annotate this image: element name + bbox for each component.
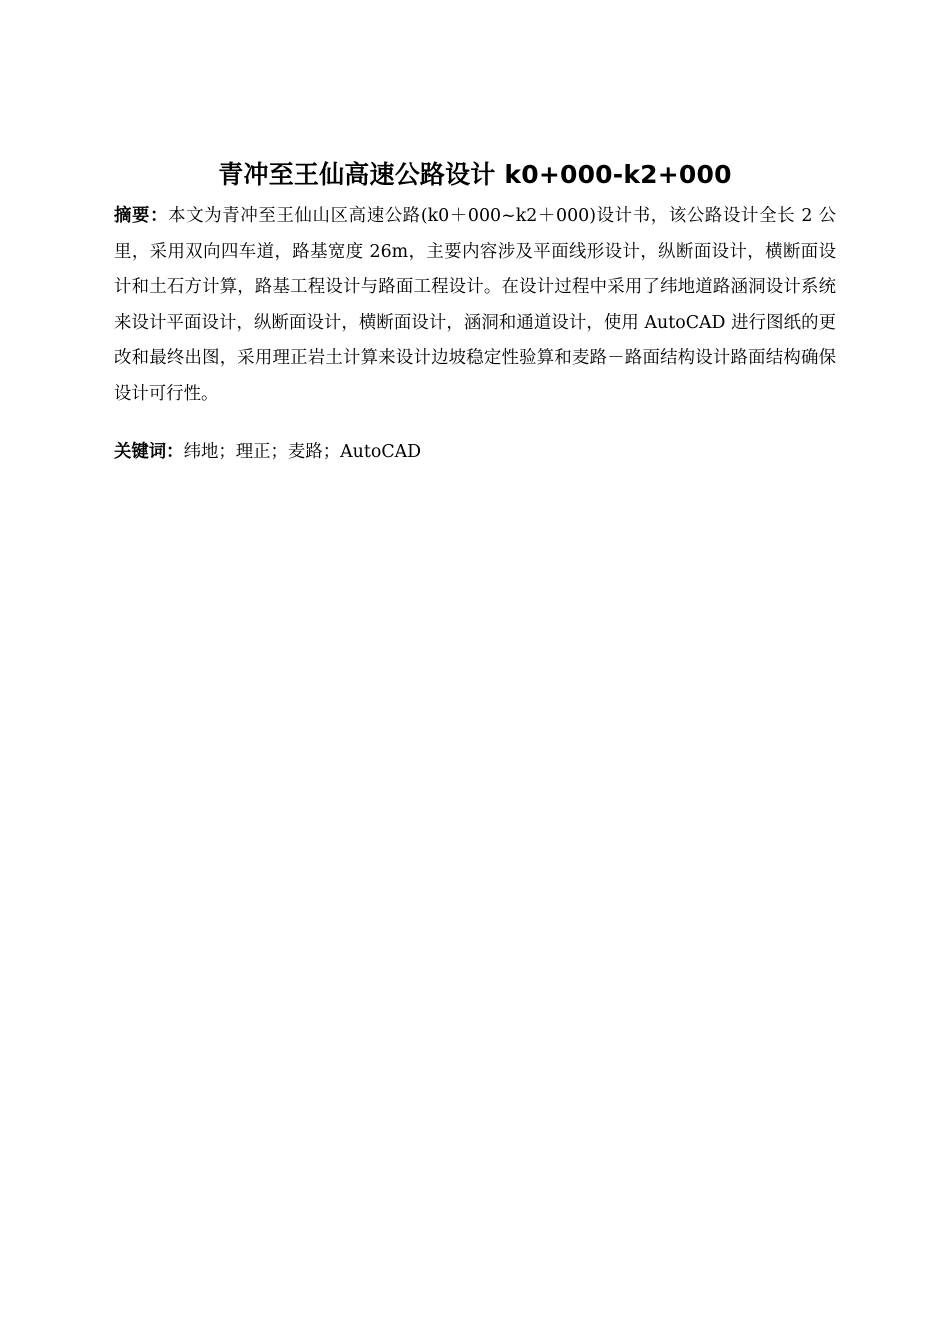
keywords-paragraph (114, 435, 836, 471)
abstract-text: 本文为青冲至王仙山区高速公路(k0＋000~k2＋000)设计书，该公路设计全长 2 公里，采用双向四车道，路基宽度 26m，主要内容涉及平面线形设计，纵断面设计，横断面设计和土石方计算，路基工程设计与路面工程设计。在设计过程中采用了纬地道路涵洞设计系统来设计平面设计，纵断面设计，横断面设计，涵洞和通道设计，使用 AutoCAD 进行图纸的更改和最终出图，采用理正岩土计算来设计边坡稳定性验算和麦路－路面结构设计路面结构确保设计可行性。 (114, 206, 836, 404)
abstract-label: 摘要： (114, 206, 169, 226)
document-title: 青冲至王仙高速公路设计 k0+000-k2+000 (218, 159, 732, 189)
keywords-text: 纬地；理正；麦路；AutoCAD (183, 442, 422, 462)
keywords-label: 关键词： (114, 442, 184, 462)
abstract-paragraph (114, 199, 836, 413)
